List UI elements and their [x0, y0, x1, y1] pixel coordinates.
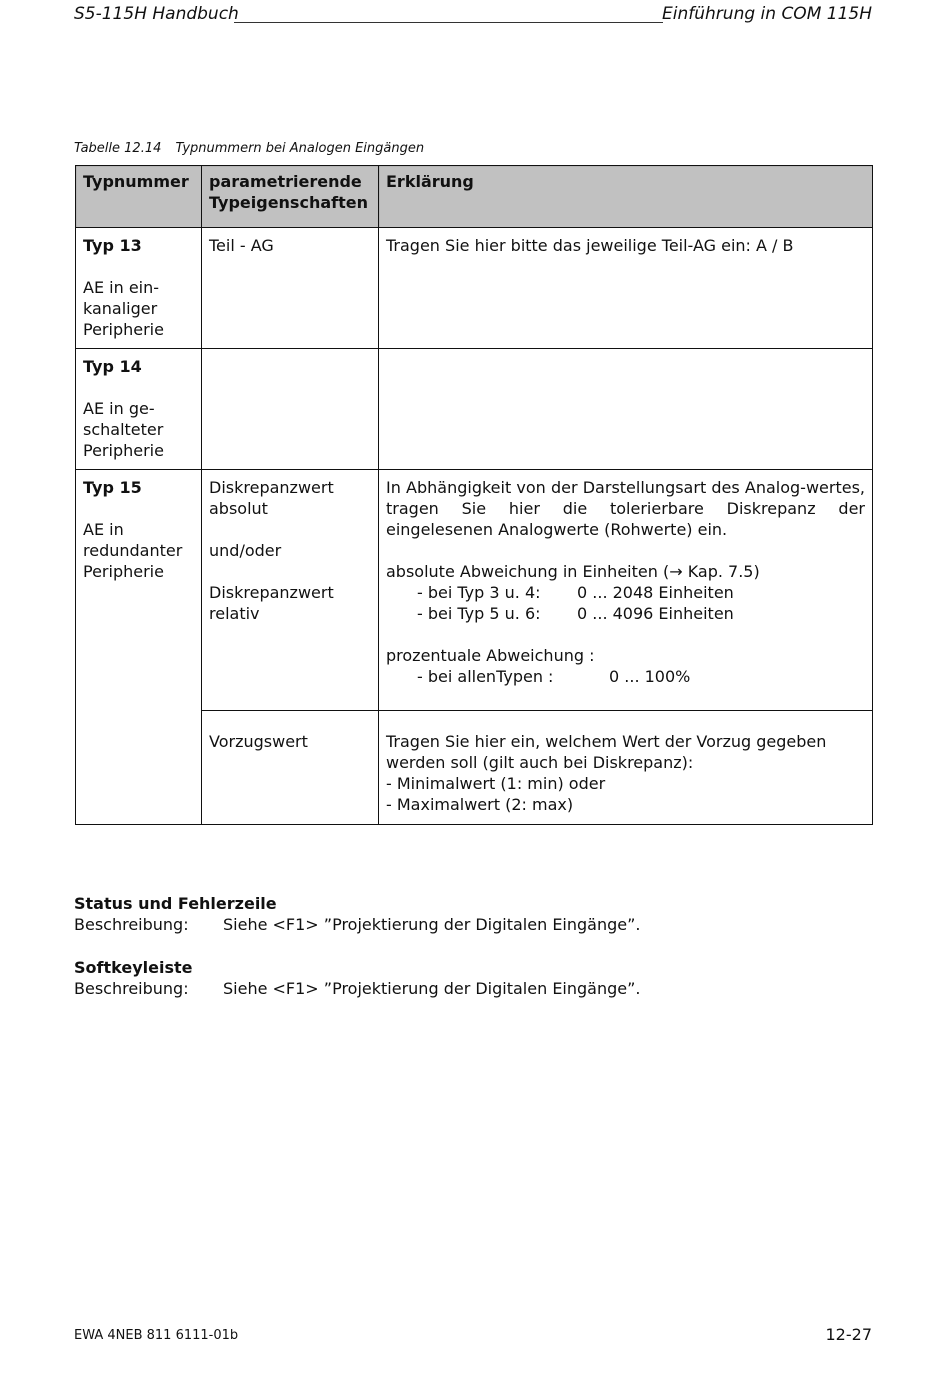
range-label: - bei Typ 3 u. 4: — [417, 583, 541, 602]
type-description: AE in redundanter Peripherie — [83, 520, 183, 581]
absolute-deviation-title: absolute Abweichung in Einheiten (→ Kap. 7.5) — [386, 562, 760, 581]
property-cell: Vorzugswert — [202, 711, 379, 825]
header-rule — [234, 22, 663, 23]
type-cell — [76, 349, 202, 470]
header-left: S5-115H Handbuch — [74, 4, 239, 24]
type-cell — [76, 228, 202, 349]
explanation-cell: Tragen Sie hier bitte das jeweilige Teil-AG ein: A / B — [379, 228, 873, 349]
caption-title: Typnummern bei Analogen Eingängen — [175, 141, 425, 156]
type-number-table — [75, 165, 873, 825]
type-cell — [76, 470, 202, 825]
explanation-cell — [379, 349, 873, 470]
table-row — [76, 349, 873, 470]
description-label: Beschreibung: — [74, 979, 189, 998]
range-value: 0 ... 4096 Einheiten — [577, 604, 734, 623]
range-value: 0 ... 100% — [609, 667, 691, 686]
table-row — [76, 470, 873, 711]
page-number: 12-27 — [825, 1325, 872, 1344]
property-cell — [202, 349, 379, 470]
property-cell — [202, 470, 379, 711]
table-row — [76, 228, 873, 349]
table-caption — [74, 141, 424, 156]
document-number: EWA 4NEB 811 6111-01b — [74, 1328, 239, 1343]
section-title: Softkeyleiste — [74, 958, 193, 977]
header-properties: parametrierende Typeigenschaften — [202, 166, 379, 228]
range-label: - bei allenTypen : — [417, 667, 554, 686]
section-description — [74, 914, 640, 935]
header-right: Einführung in COM 115H — [662, 4, 872, 24]
property-cell: Teil - AG — [202, 228, 379, 349]
type-description: AE in ein- kanaliger Peripherie — [83, 278, 164, 339]
property-andor: und/oder — [209, 541, 282, 560]
percent-deviation-row — [386, 666, 865, 687]
type-description: AE in ge- schalteter Peripherie — [83, 399, 164, 460]
section-title: Status und Fehlerzeile — [74, 894, 277, 913]
absolute-deviation-row — [386, 603, 865, 624]
section-description — [74, 978, 640, 999]
type-number: Typ 15 — [83, 478, 142, 497]
header-explanation: Erklärung — [379, 166, 873, 228]
softkey-section — [74, 957, 640, 999]
explanation-cell — [379, 470, 873, 711]
range-label: - bei Typ 5 u. 6: — [417, 604, 541, 623]
explanation-intro: In Abhängigkeit von der Darstellungsart des Analog-wertes, tragen Sie hier die tolerierbare Diskrepanz der eingelesenen Analogwerte (Rohwerte) ein. — [386, 478, 865, 539]
type-number: Typ 14 — [83, 357, 142, 376]
explanation-cell: Tragen Sie hier ein, welchem Wert der Vorzug gegeben werden soll (gilt auch bei Diskrepanz): - Minimalwert (1: min) oder - Maximalwert (2: max) — [379, 711, 873, 825]
percent-deviation-title: prozentuale Abweichung : — [386, 646, 595, 665]
type-number: Typ 13 — [83, 236, 142, 255]
absolute-deviation-row — [386, 582, 865, 603]
table-header-row — [76, 166, 873, 228]
header-typnummer: Typnummer — [76, 166, 202, 228]
status-section — [74, 893, 640, 935]
property-relative: Diskrepanzwert relativ — [209, 583, 334, 623]
caption-number: Tabelle 12.14 — [74, 141, 162, 156]
property-absolute: Diskrepanzwert absolut — [209, 478, 334, 518]
range-value: 0 ... 2048 Einheiten — [577, 583, 734, 602]
description-label: Beschreibung: — [74, 915, 189, 934]
description-text: Siehe <F1> ”Projektierung der Digitalen Eingänge”. — [223, 915, 641, 934]
description-text: Siehe <F1> ”Projektierung der Digitalen Eingänge”. — [223, 979, 641, 998]
